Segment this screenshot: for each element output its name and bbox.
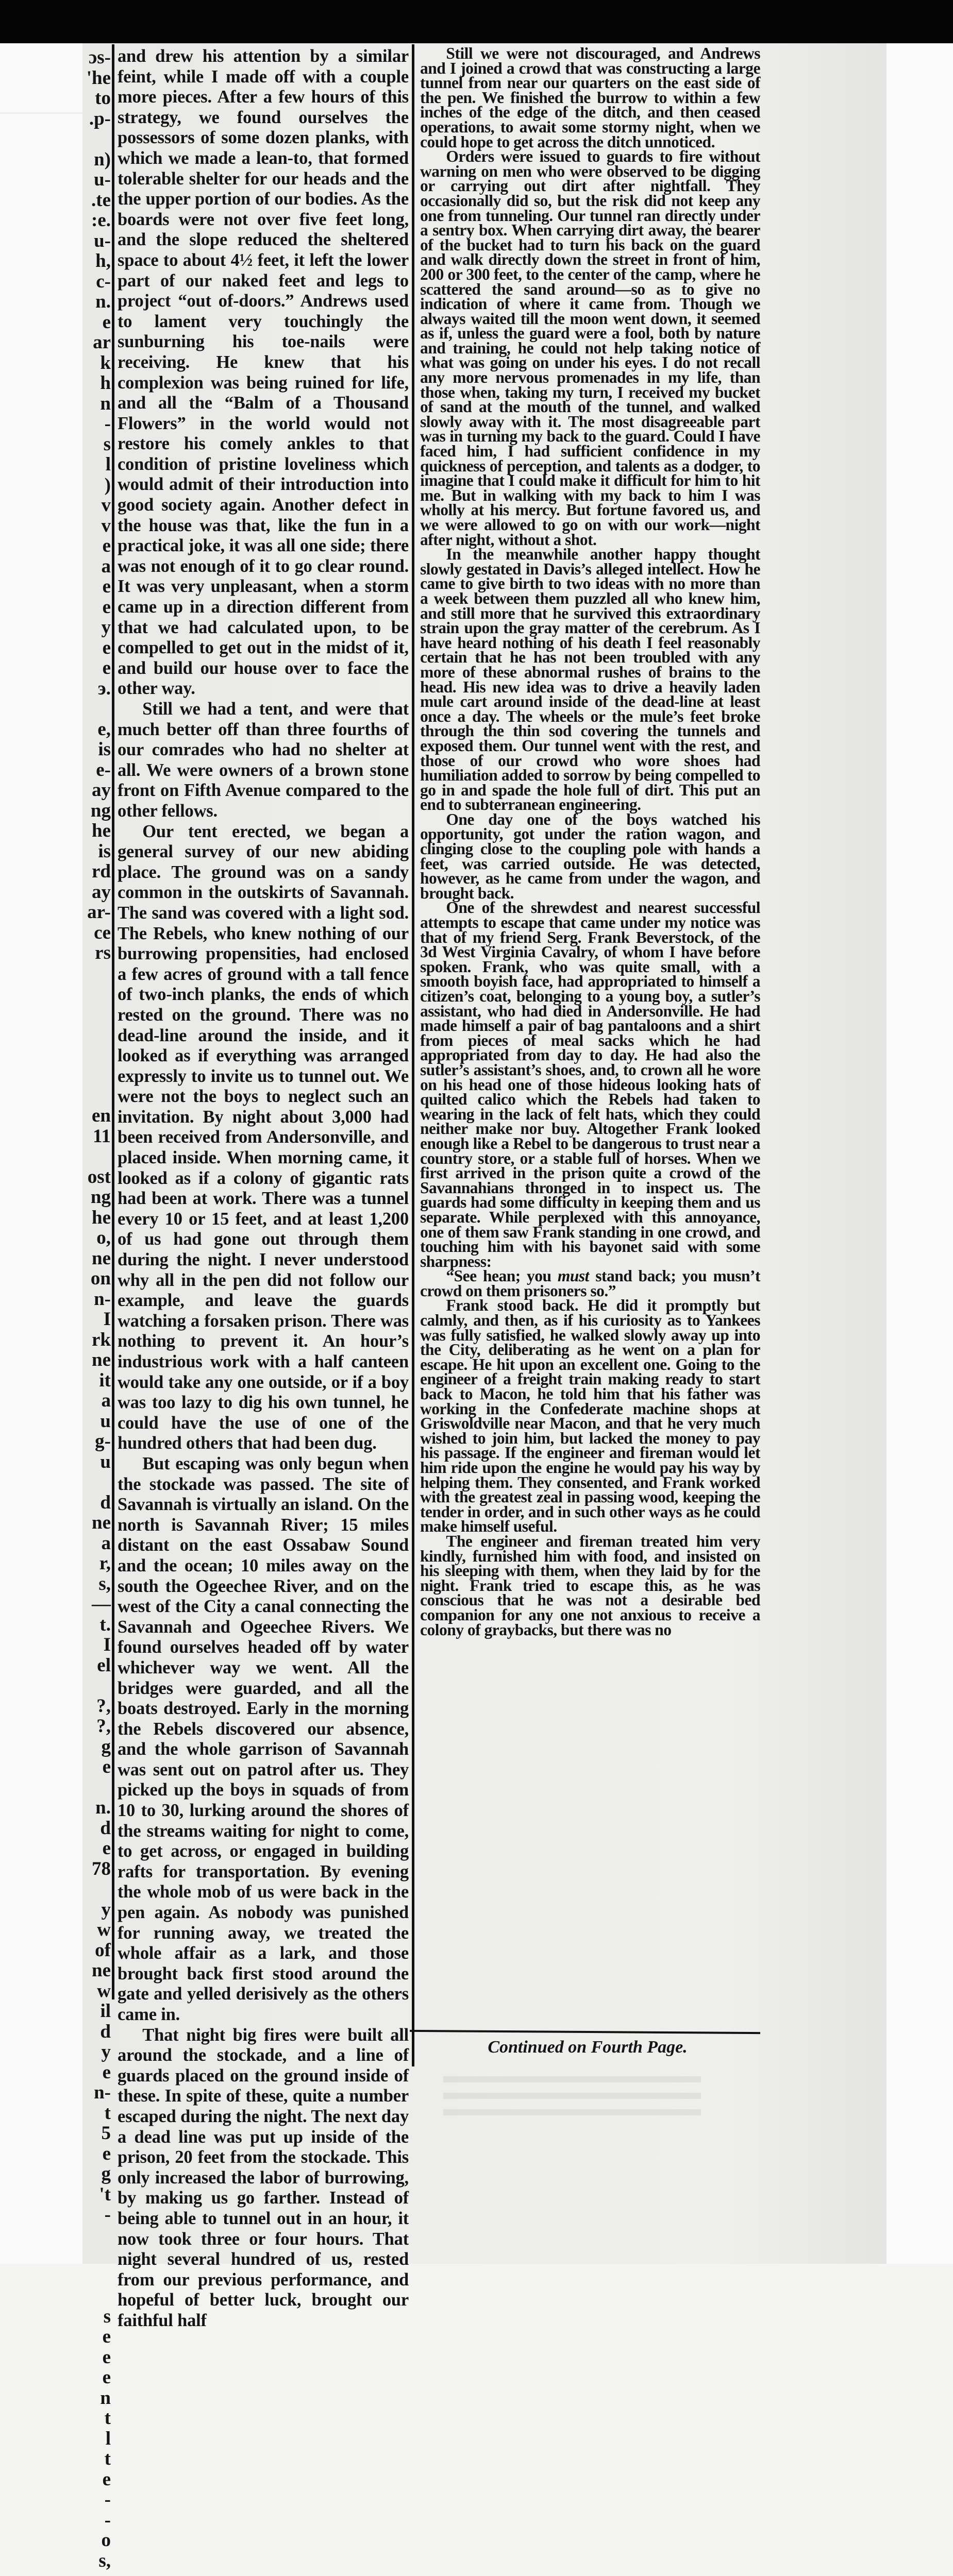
fragment-line: ne: [92, 1349, 111, 1370]
fragment-line: [84, 699, 111, 719]
fragment-line: o,: [96, 1227, 111, 1248]
fragment-line: w: [97, 1980, 111, 2002]
scanner-top-border: [0, 0, 953, 43]
column-rule: [412, 44, 414, 2066]
fragment-line: e: [102, 576, 111, 597]
article-column-right: [420, 46, 760, 1637]
fragment-line: is: [98, 739, 111, 760]
fragment-line: ng: [90, 1187, 111, 1208]
fragment-line: n.: [95, 291, 111, 312]
fragment-line: ost: [87, 1166, 111, 1188]
fragment-line: :e.: [91, 210, 111, 231]
fragment-line: is: [98, 840, 111, 862]
fragment-line: c-: [96, 270, 111, 292]
fragment-line: to: [95, 88, 111, 109]
fragment-line: s: [103, 433, 111, 455]
fragment-line: [84, 963, 111, 984]
fragment-line: э.: [97, 677, 111, 699]
fragment-line: w: [97, 1919, 111, 1940]
fragment-line: [84, 1024, 111, 1045]
fragment-line: e: [102, 2061, 111, 2083]
article-paragraph: and drew his attention by a similar feint, while I made off with a couple more pieces. After a few hours of this strategy, we found ourselves the possessors of some dozen planks, with which we made a lean-to, that formed tolerable shelter for our heads and the the upper portion of our bodies. As the boards were not over five feet long, and the slope reduced the sheltered space to about 4½ feet, it left the lower part of our naked feet and legs to project “out of-doors.” Andrews used to lament very touchingly the sunburning his toe-nails were receiving. He knew that his complexion was being ruined for life, and all the “Balm of a Thousand Flowers” in the world would not restore his comely ankles to that condition of pristine loveliness which would admit of their introduction into good society again. Another defect in the house was that, like the fun in a practical joke, it was all one side; there was not enough of it to go clear round. It was very unpleasant, when a storm came up in a direction different from that we had calculated upon, to be compelled to get out in the midst of it, and build our house over to face the other way.: [118, 46, 409, 699]
fragment-line: of: [95, 1939, 111, 1961]
fragment-line: .p-: [89, 108, 111, 129]
fragment-line: ar: [93, 332, 111, 353]
fragment-line: ne: [92, 1960, 111, 1981]
fragment-line: ng: [90, 800, 111, 821]
fragment-line: n-: [94, 2082, 111, 2103]
fragment-line: y: [101, 2041, 111, 2062]
fragment-line: [84, 1065, 111, 1086]
fragment-line: ne: [92, 1247, 111, 1269]
text-run: “See hean; you: [446, 1267, 558, 1285]
fragment-line: a: [101, 1390, 111, 1411]
fragment-line: [84, 1086, 111, 1106]
fragment-line: ar-: [87, 902, 111, 923]
fragment-line: [84, 1045, 111, 1065]
fragment-line: [84, 1675, 111, 1696]
clipped-previous-column: [84, 47, 111, 2571]
fragment-line: n-: [94, 1288, 111, 1310]
fragment-line: r,: [99, 1553, 111, 1574]
article-paragraph: Still we had a tent, and were that much better off than three fourths of our comrades who had no shelter at all. We were owners of a brown stone front on Fifth Avenue compared to the other fellows.: [118, 699, 409, 821]
article-paragraph: Orders were issued to guards to fire without warning on men who were observed to be digging or carrying out dirt after nightfall. They occasionally did so, but the risk did not keep any one from tunneling. Our tunnel ran directly under a sentry box. When carrying dirt away, the bearer of the bucket had to turn his back on the guard and walk directly down the street in front of him, 200 or 300 feet, to the center of the camp, where he scattered the sand around—so as to give no indication of where it came from. Though we always waited till the moon went down, it seemed as if, unless the guard were a fool, both by nature and training, he could not help taking notice of what was going on under his eyes. I do not recall any more nervous promenades in my life, than those when, taking my turn, I received my bucket of sand at the mouth of the tunnel, and walked slowly away with it. The most disagreeable part was in turning my back to the guard. Could I have faced him, I had sufficient confidence in my quickness of perception, and talents as a dodger, to imagine that I could make it difficult for him to hit me. But in walking with my back to him I was wholly at his mercy. But fortune favored us, and we were allowed to go on with our work—night after night, without a shot.: [420, 147, 760, 549]
fragment-line: .te: [91, 189, 111, 211]
fragment-line: rs: [95, 942, 111, 963]
fragment-line: u-: [94, 230, 111, 251]
article-paragraph: [420, 1269, 760, 1298]
fragment-line: 78: [92, 1858, 111, 1879]
fragment-line: 5: [101, 2123, 111, 2144]
fragment-line: e: [102, 535, 111, 556]
fragment-line: e: [102, 637, 111, 658]
fragment-line: en: [92, 1105, 111, 1126]
fragment-line: [84, 2571, 111, 2576]
fragment-line: e: [102, 311, 111, 333]
fragment-line: rk: [92, 1329, 111, 1350]
fragment-line: e: [102, 2367, 111, 2388]
bleed-through-text: [443, 2076, 701, 2123]
fragment-line: h,: [95, 250, 111, 272]
fragment-line: el: [97, 1654, 111, 1676]
fragment-line: n: [100, 393, 111, 414]
fragment-line: a: [101, 555, 111, 577]
fragment-line: y: [101, 1899, 111, 1920]
fragment-line: I: [103, 1309, 111, 1330]
article-paragraph: Our tent erected, we began a general survey of our new abiding place. The ground was on a sandy common in the outskirts of Savannah. The sand was covered with a light sod. The Rebels, who knew nothing of our burrowing propensities, had enclosed a few acres of ground with a tall fence of two-inch planks, the ends of which rested on the ground. There was no dead-line around the inside, and it looked as if everything was arranged expressly to invite us to tunnel out. We were not the boys to neglect such an invitation. By night about 3,000 had been received from Andersonville, and placed inside. When morning came, it looked as if a colony of gigantic rats had been at work. There was a tunnel every 10 or 15 feet, and at least 1,200 of us had gone out through them during the night. I never understood why all in the pen did not follow our example, and leave the guards watching a forsaken prison. There was nothing to prevent it. An hour’s industrious work with a half canteen would take any one outside, or if a boy was too lazy to dig his own tunnel, he could have the use of one of the hundred others that had been dug.: [118, 821, 409, 1453]
fragment-line: ay: [92, 881, 111, 903]
fragment-line: h: [100, 372, 111, 394]
left-page-margin: [0, 43, 82, 2264]
fragment-line: on: [90, 1268, 111, 1289]
fragment-line: g: [101, 1736, 111, 1757]
fragment-line: v: [101, 515, 111, 536]
fragment-line: it: [99, 1369, 111, 1391]
fragment-line: [84, 1472, 111, 1493]
article-paragraph: But escaping was only begun when the stockade was passed. The site of Savannah is virtually an island. On the north is Savannah River; 15 miles distant on the east Ossabaw Sound and the ocean; 10 miles away on the south the Ogeechee River, and on the west of the City a canal connecting the Savannah and Ogeechee Rivers. We found ourselves headed off by water whichever way we went. All the bridges were guarded, and all the boats destroyed. Early in the morning the Rebels discovered our absence, and the whole garrison of Savannah was sent out on patrol after us. They picked up the boys in squads of from 10 to 30, lurking around the shores of the streams waiting for night to come, to get across, or engaged in building rafts for transportation. By evening the whole mob of us were back in the pen again. As nobody was punished for running away, we treated the whole affair as a lark, and those brought back first stood around the gate and yelled derisively as the others came in.: [118, 1453, 409, 2024]
fragment-line: —: [92, 1594, 111, 1615]
fragment-line: 11: [93, 1125, 111, 1147]
fragment-line: [84, 1879, 111, 1900]
fragment-line: e: [102, 1838, 111, 1859]
fragment-line: y: [101, 617, 111, 638]
fragment-line: n.: [95, 1797, 111, 1818]
fragment-line: e: [102, 2468, 111, 2490]
article-paragraph: One day one of the boys watched his opportunity, got under the ration wagon, and clinging close to the coupling pole with hands a feet, was carried outside. He was detected, however, as he came from under the wagon, and brought back.: [420, 810, 760, 902]
fragment-line: n): [94, 148, 111, 170]
fragment-line: o: [101, 2530, 111, 2551]
fragment-line: 't: [99, 2183, 111, 2205]
fragment-line: e-: [96, 759, 111, 781]
fragment-line: k: [100, 352, 111, 374]
article-paragraph: Frank stood back. He did it promptly but calmly, and then, as if his curiosity as to Yankees was fully satisfied, he walked slowly away up into the City, deliberating as he went on a plan for escape. He hit upon an excellent one. Going to the engineer of a freight train making ready to start back to Macon, he told him that his father was working in the Confederate machine shops at Griswoldville near Macon, and that he very much wished to join him, but lacked the money to pay his passage. If the engineer and fireman would let him ride upon the engine he would pay his way by helping them. They consented, and Frank worked with the greatest zeal in passing wood, keeping the tender in order, and in such other ways as he could make himself useful.: [420, 1296, 760, 1536]
fragment-line: e: [102, 2143, 111, 2164]
fragment-line: -: [104, 413, 111, 434]
fragment-line: t.: [99, 1614, 111, 1635]
article-paragraph: That night big fires were built all around the stockade, and a line of guards placed on the ground inside of these. In spite of these, quite a number escaped during the night. The next day a dead line was put up inside of the prison, 20 feet from the stockade. This only increased the labor of burrowing, by making us go farther. Instead of being able to tunnel out in an hour, it now took three or four hours. That night several hundred of us, rested from our previous performance, and hopeful of better luck, brought our faithful half: [118, 2025, 409, 2330]
fragment-line: [84, 1777, 111, 1798]
fragment-line: -: [104, 2204, 111, 2225]
fragment-line: e: [102, 2326, 111, 2347]
fragment-line: e: [102, 596, 111, 618]
fragment-line: rd: [92, 861, 111, 882]
fragment-line: ɔs-: [88, 47, 111, 68]
article-paragraph: Still we were not discouraged, and Andrews and I joined a crowd that was constructing a large tunnel from near our quarters on the east side of the pen. We finished the burrow to within a few inches of the edge of the ditch, and then ceased operations, to await some stormy night, when we could hope to get across the ditch unnoticed.: [420, 44, 760, 151]
fragment-line: e,: [97, 718, 111, 740]
fragment-line: [84, 2286, 111, 2307]
text-run: stand back; you musn’t crowd on them prisoners so.”: [420, 1267, 760, 1300]
fragment-line: t: [104, 2408, 111, 2429]
fragment-line: [84, 1004, 111, 1025]
fragment-line: e: [102, 2346, 111, 2368]
fragment-line: ay: [92, 779, 111, 801]
fragment-line: d: [100, 1817, 111, 1839]
article-paragraph: One of the shrewdest and nearest successful attempts to escape that came under my notice was that of my friend Serg. Frank Beverstock, of the 3d West Virginia Cavalry, of whom I have before spoken. Frank, who was quite small, with a smooth boyish face, had appropriated to himself a citizen’s coat, belonging to a young boy, a sutler’s assistant, who had died in Andersonville. He had made himself a pair of bag pantaloons and a shirt from pieces of meal sacks which he had appropriated from day to day. He had also the sutler’s assistant’s shoes, and, to crown all he wore on his head one of those hideous looking hats of quilted calico which the Rebels had taken to wearing in the lack of felt hats, which they could neither make nor buy. Altogether Frank looked enough like a Rebel to be dangerous to trust near a country store, or a stable full of horses. When we first arrived in the prison quite a crowd of the Savannahians thronged in to inspect us. The guards had some difficulty in keeping them and us separate. While perplexed with this annoyance, one of them saw Frank standing in one crowd, and touching him with his bayonet said with some sharpness:: [420, 899, 760, 1270]
fragment-line: s: [103, 2306, 111, 2327]
right-page-margin: [887, 43, 953, 2264]
fragment-line: g-: [95, 1431, 111, 1452]
fragment-line: a: [101, 1532, 111, 1554]
fragment-line: [84, 129, 111, 149]
fragment-line: ?,: [96, 1716, 111, 1737]
fragment-line: u-: [94, 169, 111, 190]
fragment-line: ?,: [96, 1695, 111, 1717]
column-rule: [112, 44, 114, 1999]
fragment-line: s,: [98, 1573, 111, 1595]
fragment-line: e: [102, 1756, 111, 1777]
emphasis: must: [557, 1267, 589, 1285]
fragment-line: u: [100, 1451, 111, 1472]
fragment-line: he: [92, 1207, 111, 1228]
fragment-line: -: [104, 2509, 111, 2531]
article-paragraph: In the meanwhile another happy thought slowly gestated in Davis’s alleged intellect. How he came to give birth to two ideas with no more than a week between them puzzled all who knew him, and still more that he survived this extraordinary strain upon the gray matter of the cerebrum. As I have heard nothing of his death I feel reasonably certain that he has not been troubled with any more of these abnormal rushes of brains to the head. His new idea was to drive a heavily laden mule cart around inside of the dead-line at least once a day. The wheels or the mule’s feet broke through the thin sod covering the tunnels and exposed them. Our tunnel went with the rest, and those of our crowd who wore shoes had humiliation added to sorrow by being compelled to go in and spade the hole full of dirt. This put an end to subterranean engineering.: [420, 545, 760, 814]
fragment-line: n: [100, 2387, 111, 2409]
fragment-line: g: [101, 2163, 111, 2184]
fragment-line: 'he: [86, 67, 111, 89]
fragment-line: l: [105, 2428, 111, 2449]
fragment-line: [84, 2245, 111, 2266]
fragment-line: ): [104, 474, 111, 496]
fragment-line: v: [101, 495, 111, 516]
fragment-line: [84, 1146, 111, 1167]
fragment-line: ne: [92, 1512, 111, 1533]
article-paragraph: The engineer and fireman treated him very kindly, furnished him with food, and insisted on his sleeping with them, when they laid by for the night. Frank tried to escape this, as he was conscious that he was not a desirable bed companion for any one not anxious to receive a colony of graybacks, but there was no: [420, 1532, 760, 1639]
fragment-line: d: [100, 2021, 111, 2042]
fragment-line: t: [104, 2102, 111, 2124]
continued-notice: Continued on Fourth Page.: [488, 2038, 688, 2057]
fragment-line: e: [102, 657, 111, 679]
fragment-line: [84, 2225, 111, 2246]
fragment-line: he: [92, 820, 111, 841]
fragment-line: s,: [98, 2550, 111, 2571]
fragment-line: I: [103, 1634, 111, 1655]
fragment-line: u: [100, 1410, 111, 1432]
fragment-line: -: [104, 2489, 111, 2510]
fragment-line: ce: [94, 922, 111, 943]
fragment-line: [84, 2266, 111, 2286]
fragment-line: d: [100, 1492, 111, 1513]
fragment-line: il: [100, 2001, 111, 2022]
fragment-line: l: [105, 454, 111, 475]
fragment-line: t: [104, 2448, 111, 2469]
fragment-line: [84, 984, 111, 1004]
article-column-left: [118, 46, 409, 2331]
